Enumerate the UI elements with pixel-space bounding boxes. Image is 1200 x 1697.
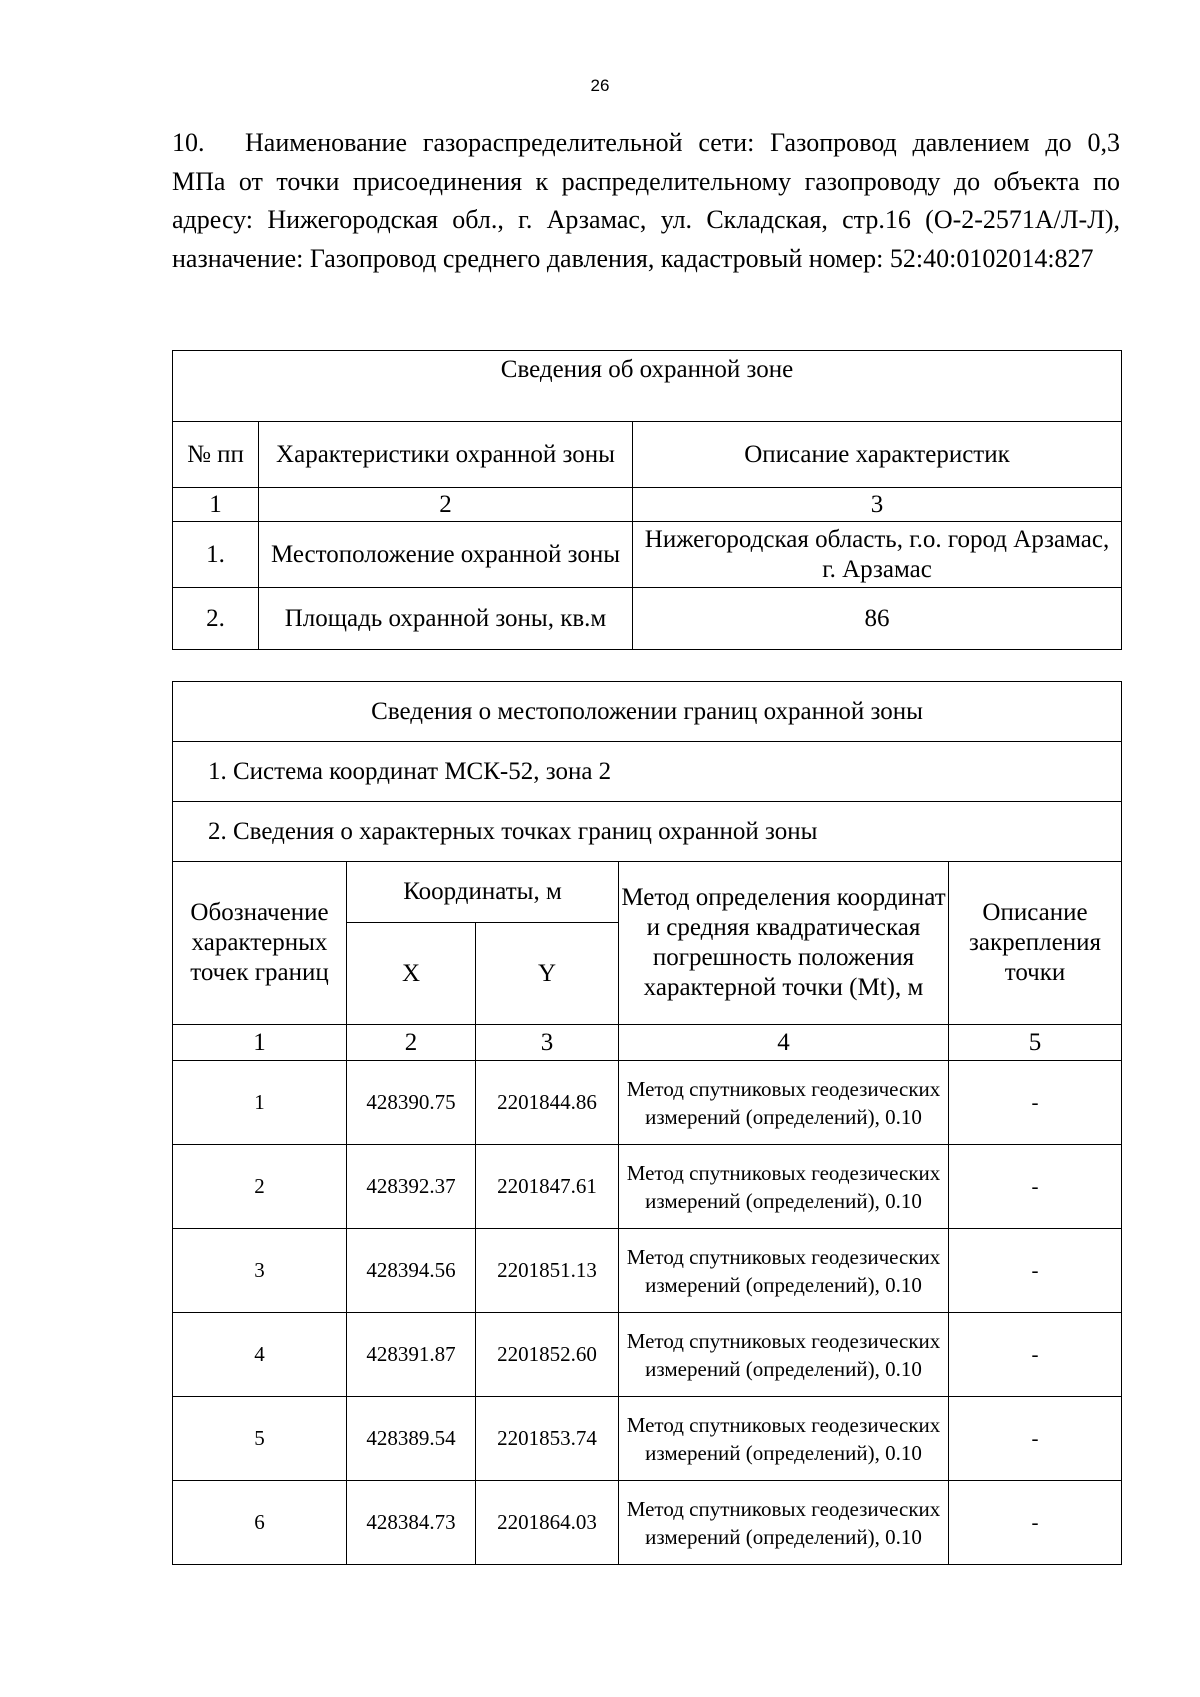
protection-zone-table bbox=[172, 350, 1122, 650]
point-y: 2201853.74 bbox=[476, 1397, 619, 1481]
coords-column-number: 1 bbox=[173, 1025, 347, 1061]
point-x: 428384.73 bbox=[347, 1481, 476, 1565]
point-fixing: - bbox=[949, 1229, 1122, 1313]
zone-column-number: 2 bbox=[259, 488, 633, 522]
row-characteristic: Местоположение охранной зоны bbox=[259, 522, 633, 588]
point-number: 1 bbox=[173, 1061, 347, 1145]
point-method: Метод спутниковых геодезических измерений (определений), 0.10 bbox=[619, 1313, 949, 1397]
point-y: 2201851.13 bbox=[476, 1229, 619, 1313]
point-method: Метод спутниковых геодезических измерений (определений), 0.10 bbox=[619, 1229, 949, 1313]
point-y: 2201847.61 bbox=[476, 1145, 619, 1229]
table-row bbox=[173, 1061, 1122, 1145]
point-number: 2 bbox=[173, 1145, 347, 1229]
points-section-title: 2. Сведения о характерных точках границ охранной зоны bbox=[173, 802, 1122, 862]
point-number: 6 bbox=[173, 1481, 347, 1565]
coordinate-system: 1. Система координат МСК-52, зона 2 bbox=[173, 742, 1122, 802]
intro-text: Наименование газораспределительной сети: Газопровод давлением до 0,3 МПа от точки присоединения к распределительному газопроводу до объекта по адресу: Нижегородская обл., г. Арзамас, ул. Складская, стр.16 (О-2-2571А/Л-Л), назначение: Газопровод среднего давления, кадастровый номер: 52:40:0102014:827 bbox=[172, 128, 1120, 273]
point-method: Метод спутниковых геодезических измерений (определений), 0.10 bbox=[619, 1481, 949, 1565]
point-number: 4 bbox=[173, 1313, 347, 1397]
point-fixing: - bbox=[949, 1397, 1122, 1481]
table-row bbox=[173, 1229, 1122, 1313]
point-method: Метод спутниковых геодезических измерений (определений), 0.10 bbox=[619, 1145, 949, 1229]
zone-header-description: Описание характеристик bbox=[633, 422, 1122, 488]
header-x: X bbox=[347, 923, 476, 1025]
zone-column-number: 1 bbox=[173, 488, 259, 522]
page-number: 26 bbox=[590, 76, 610, 95]
row-description: 86 bbox=[633, 588, 1122, 650]
intro-paragraph bbox=[172, 124, 1120, 278]
row-number: 1. bbox=[173, 522, 259, 588]
point-number: 5 bbox=[173, 1397, 347, 1481]
table-row bbox=[173, 1313, 1122, 1397]
table-row bbox=[173, 1145, 1122, 1229]
point-y: 2201864.03 bbox=[476, 1481, 619, 1565]
coords-table-title: Сведения о местоположении границ охранной зоны bbox=[173, 682, 1122, 742]
coords-column-number: 4 bbox=[619, 1025, 949, 1061]
point-fixing: - bbox=[949, 1145, 1122, 1229]
boundary-coordinates-table bbox=[172, 681, 1122, 1565]
table-row bbox=[173, 588, 1122, 650]
header-coordinates: Координаты, м bbox=[347, 862, 619, 923]
point-x: 428391.87 bbox=[347, 1313, 476, 1397]
table-row bbox=[173, 1481, 1122, 1565]
intro-item-number: 10. bbox=[172, 128, 205, 157]
row-characteristic: Площадь охранной зоны, кв.м bbox=[259, 588, 633, 650]
zone-header-number: № пп bbox=[173, 422, 259, 488]
table-row bbox=[173, 522, 1122, 588]
point-number: 3 bbox=[173, 1229, 347, 1313]
point-x: 428390.75 bbox=[347, 1061, 476, 1145]
coords-column-number: 3 bbox=[476, 1025, 619, 1061]
coords-column-number: 5 bbox=[949, 1025, 1122, 1061]
row-number: 2. bbox=[173, 588, 259, 650]
point-fixing: - bbox=[949, 1481, 1122, 1565]
row-description: Нижегородская область, г.о. город Арзамас, г. Арзамас bbox=[633, 522, 1122, 588]
header-fixing: Описание закрепления точки bbox=[949, 862, 1122, 1025]
table-row bbox=[173, 1397, 1122, 1481]
point-fixing: - bbox=[949, 1061, 1122, 1145]
point-y: 2201852.60 bbox=[476, 1313, 619, 1397]
zone-table-title: Сведения об охранной зоне bbox=[173, 351, 1122, 422]
point-x: 428394.56 bbox=[347, 1229, 476, 1313]
coords-column-number: 2 bbox=[347, 1025, 476, 1061]
point-y: 2201844.86 bbox=[476, 1061, 619, 1145]
point-x: 428389.54 bbox=[347, 1397, 476, 1481]
header-method: Метод определения координат и средняя квадратическая погрешность положения характерной точки (Mt), м bbox=[619, 862, 949, 1025]
zone-header-characteristic: Характеристики охранной зоны bbox=[259, 422, 633, 488]
point-x: 428392.37 bbox=[347, 1145, 476, 1229]
header-y: Y bbox=[476, 923, 619, 1025]
point-fixing: - bbox=[949, 1313, 1122, 1397]
header-designation: Обозначение характерных точек границ bbox=[173, 862, 347, 1025]
zone-column-number: 3 bbox=[633, 488, 1122, 522]
point-method: Метод спутниковых геодезических измерений (определений), 0.10 bbox=[619, 1061, 949, 1145]
point-method: Метод спутниковых геодезических измерений (определений), 0.10 bbox=[619, 1397, 949, 1481]
